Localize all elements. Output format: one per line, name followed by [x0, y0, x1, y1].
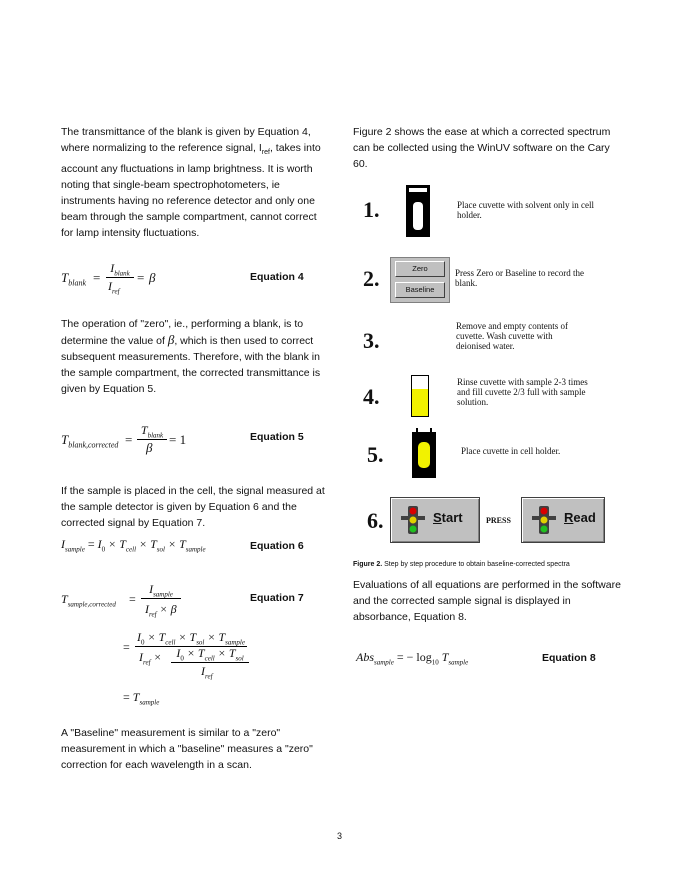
equation-8-label: Equation 8 [542, 652, 596, 664]
cuvette-in-holder-icon [411, 428, 437, 478]
read-button[interactable] [521, 497, 605, 543]
paragraph-baseline: A "Baseline" measurement is similar to a "zero" measurement in which a "baseline" measures a "zero" correction for each wavelength in a scan. [61, 727, 313, 771]
step-3-text: Remove and empty contents of cuvette. Wash cuvette with deionised water. [456, 321, 568, 351]
figure-2 [353, 180, 633, 570]
cuvette-empty-icon [405, 184, 431, 238]
paragraph-sample-signal: If the sample is placed in the cell, the signal measured at the sample detector is given by Equation 6 and the corrected signal by Equation 7. [61, 485, 325, 529]
step-1-number: 1. [363, 197, 380, 222]
paragraph-blank-transmittance: The transmittance of the blank is given by Equation 4, where normalizing to the reference signal, $I_{ref}$, takes into account any fluctuations in lamp brightness. It is worth noting that single-beam spectrophotometers, ie instruments having no reference detector and only one beam through the sample compartment, cannot correct for lamp intensity fluctuations. [61, 126, 321, 240]
step-4-number: 4. [363, 384, 380, 409]
equation-4: $T_{blank}$ = $I_{blank}$ $I_{ref}$ = β [61, 261, 156, 296]
paragraph-zero-operation: The operation of "zero", ie., performing a blank, is to determine the value of β, which is then used to correct subsequent measurements. Therefore, with the blank in the sample compartment, the corrected transmittance is given by Equation 5. [61, 318, 321, 395]
equation-4-label: Equation 4 [250, 271, 304, 283]
page-number: 3 [337, 831, 343, 841]
zero-button[interactable]: Zero [395, 261, 445, 277]
baseline-button[interactable]: Baseline [395, 282, 445, 298]
step-5-number: 5. [367, 442, 384, 467]
equation-8: Abs$_{sample}$ = − $\log_{10} T_{sample}$ [356, 650, 469, 667]
zero-baseline-panel [390, 257, 450, 303]
start-button[interactable] [390, 497, 480, 543]
step-2-text: Press Zero or Baseline to record the blank. [455, 268, 584, 288]
paragraph-absorbance: Evaluations of all equations are performed in the software and the corrected sample signal is displayed in absorbance, Equation 8. [353, 579, 621, 623]
equation-6-label: Equation 6 [250, 540, 304, 552]
paragraph-figure-intro: Figure 2 shows the ease at which a corrected spectrum can be collected using the WinUV software on the Cary 60. [353, 126, 611, 170]
equation-7: $T_{sample,corrected}$ = $I_{sample}$ $I_{ref} \times \beta$ = $I_0 \times T_{cell} \times T_{sol} \times T_{sample}$ $I_{ref}$ × $I_0 \times T_{cell} \times T_{sol}$ $I_{ref}$ = $T_{sample}$ [61, 578, 261, 708]
step-1-text: Place cuvette with solvent only in cell holder. [457, 200, 594, 220]
step-2-number: 2. [363, 266, 380, 291]
read-button-label: Read [564, 510, 596, 525]
step-4-text: Rinse cuvette with sample 2-3 times and fill cuvette 2/3 full with sample solution. [457, 377, 588, 407]
equation-5-label: Equation 5 [250, 431, 304, 443]
step-6-number: 6. [367, 508, 384, 533]
step-5-text: Place cuvette in cell holder. [461, 446, 561, 456]
press-label: PRESS [486, 516, 511, 525]
traffic-light-icon [532, 506, 556, 534]
equation-5: $T_{blank,corrected}$ = $T_{blank}$ β = 1 [61, 423, 187, 455]
step-3-number: 3. [363, 328, 380, 353]
equation-6: $I_{sample} = I_0 \times T_{cell} \times T_{sol} \times T_{sample}$ [61, 537, 206, 554]
start-button-label: Start [433, 510, 463, 525]
cuvette-filled-icon [411, 375, 429, 417]
equation-7-label: Equation 7 [250, 592, 304, 604]
traffic-light-icon [401, 506, 425, 534]
figure-2-caption: Figure 2. Step by step procedure to obtain baseline-corrected spectra [353, 561, 570, 568]
